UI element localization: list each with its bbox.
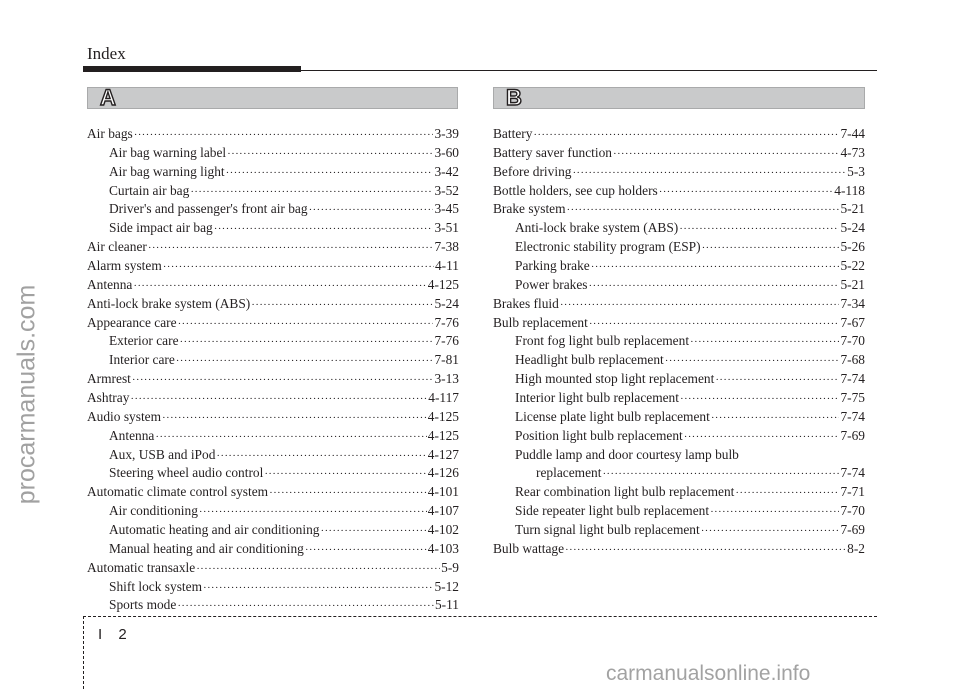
index-subentry[interactable]: Aux, USB and iPod ····· 4-127 bbox=[87, 446, 459, 465]
section-a-letter: A bbox=[100, 85, 116, 110]
footer-rule bbox=[83, 616, 877, 617]
index-subentry[interactable]: Power brakes ····· 5-21 bbox=[493, 276, 865, 295]
index-subentry[interactable]: Curtain air bag ····· 3-52 bbox=[87, 182, 459, 201]
index-subentry[interactable]: Air conditioning ····· 4-107 bbox=[87, 502, 459, 521]
section-b-letter: B bbox=[506, 85, 522, 110]
index-entry[interactable]: Alarm system ····· 4-11 bbox=[87, 257, 459, 276]
header-rule-thick bbox=[83, 66, 301, 72]
index-subentry[interactable]: Electronic stability program (ESP) ····· 5-26 bbox=[493, 238, 865, 257]
section-a-entries bbox=[87, 125, 459, 615]
section-a-header bbox=[87, 87, 458, 109]
index-entry[interactable]: Armrest ····· 3-13 bbox=[87, 370, 459, 389]
index-entry[interactable]: Brake system ····· 5-21 bbox=[493, 200, 865, 219]
index-subentry[interactable]: Front fog light bulb replacement ····· 7-70 bbox=[493, 332, 865, 351]
index-subentry[interactable]: Puddle lamp and door courtesy lamp bulb bbox=[515, 446, 739, 462]
index-subentry[interactable]: Rear combination light bulb replacement ····· 7-71 bbox=[493, 483, 865, 502]
section-b-entries bbox=[493, 125, 865, 559]
footer-vertical-rule bbox=[83, 616, 84, 689]
index-entry[interactable]: Bottle holders, see cup holders ····· 4-118 bbox=[493, 182, 865, 201]
index-entry[interactable]: Antenna ····· 4-125 bbox=[87, 276, 459, 295]
index-entry[interactable]: Air bags ····· 3-39 bbox=[87, 125, 459, 144]
index-subentry[interactable]: Shift lock system ····· 5-12 bbox=[87, 578, 459, 597]
index-entry[interactable]: Bulb wattage ····· 8-2 bbox=[493, 540, 865, 559]
index-entry[interactable]: Before driving ····· 5-3 bbox=[493, 163, 865, 182]
bottom-watermark: carmanualsonline.info bbox=[606, 662, 811, 685]
side-watermark: procarmanuals.com bbox=[12, 284, 41, 505]
index-subentry[interactable]: Driver's and passenger's front air bag ····· 3-45 bbox=[87, 200, 459, 219]
index-entry[interactable]: Ashtray ····· 4-117 bbox=[87, 389, 459, 408]
index-subentry-continued[interactable]: replacement ····· 7-74 bbox=[493, 464, 865, 483]
index-subentry[interactable]: Sports mode ····· 5-11 bbox=[87, 596, 459, 615]
index-subentry[interactable]: Air bag warning label ····· 3-60 bbox=[87, 144, 459, 163]
header-rule-thin bbox=[301, 70, 877, 71]
index-subentry[interactable]: Interior light bulb replacement ····· 7-75 bbox=[493, 389, 865, 408]
page-header-title: Index bbox=[87, 44, 126, 63]
index-subentry[interactable]: Side impact air bag ····· 3-51 bbox=[87, 219, 459, 238]
index-entry[interactable]: Air cleaner ····· 7-38 bbox=[87, 238, 459, 257]
index-subentry[interactable]: Turn signal light bulb replacement ····· 7-69 bbox=[493, 521, 865, 540]
index-entry[interactable]: Battery saver function ····· 4-73 bbox=[493, 144, 865, 163]
index-subentry[interactable]: Headlight bulb replacement ····· 7-68 bbox=[493, 351, 865, 370]
index-entry[interactable]: Battery ····· 7-44 bbox=[493, 125, 865, 144]
index-subentry[interactable]: Anti-lock brake system (ABS) ····· 5-24 bbox=[493, 219, 865, 238]
index-subentry[interactable]: Side repeater light bulb replacement ····· 7-70 bbox=[493, 502, 865, 521]
index-entry[interactable]: Brakes fluid ····· 7-34 bbox=[493, 295, 865, 314]
index-subentry[interactable]: Parking brake ····· 5-22 bbox=[493, 257, 865, 276]
index-subentry[interactable]: Exterior care ····· 7-76 bbox=[87, 332, 459, 351]
index-subentry[interactable]: Manual heating and air conditioning ····· 4-103 bbox=[87, 540, 459, 559]
index-subentry[interactable]: High mounted stop light replacement ····· 7-74 bbox=[493, 370, 865, 389]
index-subentry[interactable]: Interior care ····· 7-81 bbox=[87, 351, 459, 370]
index-entry[interactable]: Anti-lock brake system (ABS) ····· 5-24 bbox=[87, 295, 459, 314]
index-entry[interactable]: Bulb replacement ····· 7-67 bbox=[493, 314, 865, 333]
index-subentry[interactable]: Air bag warning light ····· 3-42 bbox=[87, 163, 459, 182]
index-subentry[interactable]: Position light bulb replacement ····· 7-69 bbox=[493, 427, 865, 446]
index-entry[interactable]: Automatic transaxle ····· 5-9 bbox=[87, 559, 459, 578]
page-number: I 2 bbox=[98, 626, 133, 643]
section-b-header bbox=[493, 87, 865, 109]
index-subentry[interactable]: Steering wheel audio control ····· 4-126 bbox=[87, 464, 459, 483]
index-entry[interactable]: Automatic climate control system ····· 4-101 bbox=[87, 483, 459, 502]
index-subentry[interactable]: Antenna ····· 4-125 bbox=[87, 427, 459, 446]
index-entry[interactable]: Audio system ····· 4-125 bbox=[87, 408, 459, 427]
index-subentry[interactable]: License plate light bulb replacement ····· 7-74 bbox=[493, 408, 865, 427]
index-entry[interactable]: Appearance care ····· 7-76 bbox=[87, 314, 459, 333]
index-subentry[interactable]: Automatic heating and air conditioning ····· 4-102 bbox=[87, 521, 459, 540]
